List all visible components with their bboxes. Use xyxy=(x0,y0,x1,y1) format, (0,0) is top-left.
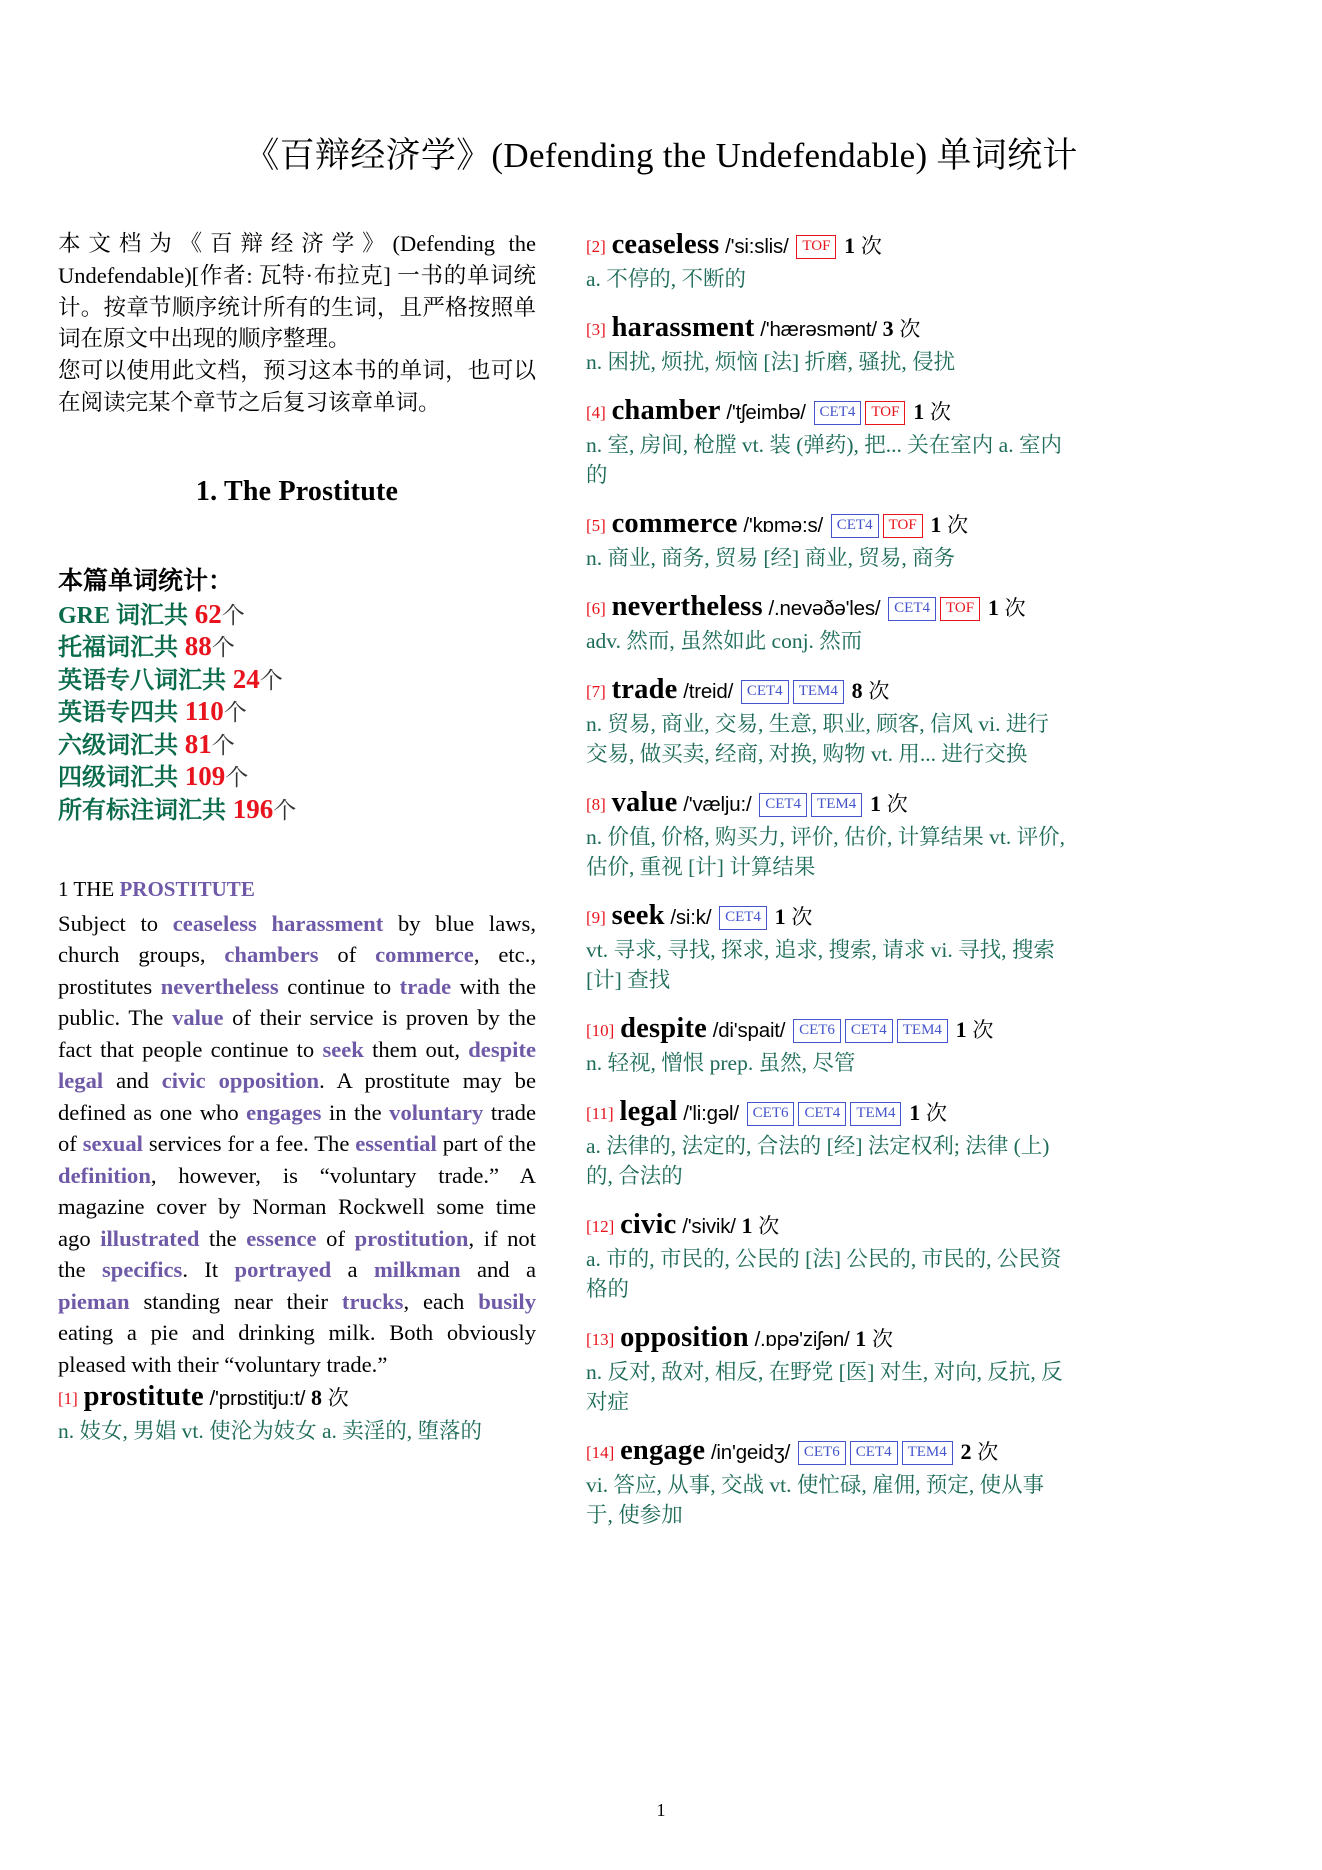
entry-word: seek xyxy=(611,900,665,931)
passage-text: them out, xyxy=(363,1036,469,1062)
source-passage xyxy=(58,874,536,1380)
stat-label: 英语专四共 xyxy=(58,700,178,727)
passage-highlight-word: definition xyxy=(58,1162,151,1188)
entry-count: 1 xyxy=(909,1100,921,1125)
stat-line xyxy=(58,599,536,632)
stats-title: 本篇单词统计： xyxy=(58,567,234,595)
page-title: 《百辩经济学》(Defending the Undefendable) 单词统计 xyxy=(244,136,1078,175)
passage-text: of xyxy=(318,942,376,968)
entry-count: 3 xyxy=(882,316,894,341)
entry-word: despite xyxy=(620,1013,707,1044)
passage-source-word: PROSTITUTE xyxy=(119,877,255,902)
stat-unit: 个 xyxy=(211,635,235,661)
stat-unit: 个 xyxy=(223,700,247,726)
passage-text: the xyxy=(199,1225,247,1251)
entry-pronunciation: /si:k/ xyxy=(670,906,712,929)
entry-tag-tof: TOF xyxy=(883,514,923,538)
passage-highlight-word: busily xyxy=(478,1288,537,1314)
entry-pronunciation: /.ɒpə'ziʃən/ xyxy=(754,1328,850,1351)
stat-label: GRE 词汇共 xyxy=(58,602,189,629)
passage-highlight-word: trucks xyxy=(341,1288,404,1314)
passage-highlight-word: voluntary xyxy=(389,1099,484,1125)
entry-index: [7] xyxy=(586,682,606,701)
entry-count-unit: 次 xyxy=(327,1386,349,1411)
entry-definition: vi. 答应, 从事, 交战 vt. 使忙碌, 雇佣, 预定, 使从事于, 使参加 xyxy=(586,1473,1045,1527)
entry-pronunciation: /'si:slis/ xyxy=(725,235,789,258)
entry-word: nevertheless xyxy=(611,591,763,622)
entry-tag-tem4: TEM4 xyxy=(902,1441,953,1465)
entry-definition: n. 反对, 敌对, 相反, 在野党 [医] 对生, 对向, 反抗, 反对症 xyxy=(586,1360,1063,1414)
entry-definition: a. 市的, 市民的, 公民的 [法] 公民的, 市民的, 公民资格的 xyxy=(586,1247,1062,1301)
passage-text: standing near their xyxy=(129,1288,342,1314)
entry-header xyxy=(58,1380,536,1415)
passage-text: , if not the xyxy=(58,1225,536,1283)
dictionary-entry xyxy=(586,590,1068,656)
passage-highlight-word: engages xyxy=(246,1099,322,1125)
stat-line xyxy=(58,794,536,827)
passage-text: . A prostitute may be defined as one who xyxy=(58,1068,537,1125)
intro-block xyxy=(58,228,536,419)
passage-highlight-word: illustrated xyxy=(100,1225,200,1251)
passage-text: part of the xyxy=(436,1131,536,1157)
entry-tag-cet4: CET4 xyxy=(719,906,767,930)
entry-header xyxy=(586,786,1068,821)
passage-highlight-word: essence xyxy=(246,1225,317,1251)
dictionary-entry xyxy=(586,1012,1068,1078)
entry-definition: n. 价值, 价格, 购买力, 评价, 估价, 计算结果 vt. 评价, 估价, 重视 [计] 计算结果 xyxy=(586,825,1065,879)
entry-count: 1 xyxy=(741,1213,753,1238)
right-column xyxy=(586,228,1068,1547)
entry-index: [2] xyxy=(586,237,606,256)
dictionary-entry xyxy=(586,507,1068,573)
entry-pronunciation: /'li:gəl/ xyxy=(683,1102,739,1125)
entry-header xyxy=(586,1321,1068,1356)
passage-text: . It xyxy=(182,1257,235,1283)
passage-highlight-word: specifics xyxy=(101,1257,183,1283)
intro-paragraph-2: 您可以使用此文档，预习这本书的单词，也可以在阅读完某个章节之后复习该章单词。 xyxy=(58,358,536,415)
entry-header xyxy=(586,673,1068,708)
entry-header xyxy=(586,1012,1068,1047)
entry-index: [4] xyxy=(586,403,606,422)
entry-word: civic xyxy=(620,1209,677,1240)
passage-text: a xyxy=(331,1257,374,1283)
entry-tag-cet4: CET4 xyxy=(759,793,807,817)
passage-text: services for a fee. The xyxy=(142,1131,356,1157)
passage-text: trade of xyxy=(58,1099,536,1157)
entry-word: trade xyxy=(611,674,678,705)
passage-text: of xyxy=(316,1225,355,1251)
entry-tag-cet4: CET4 xyxy=(888,597,936,621)
passage-highlight-word: chambers xyxy=(224,942,319,968)
entry-index: [8] xyxy=(586,795,606,814)
passage-highlight-word: trade xyxy=(399,973,452,999)
entry-index: [6] xyxy=(586,599,606,618)
entry-count: 8 xyxy=(851,678,863,703)
page-number: 1 xyxy=(656,1800,666,1820)
entry-index: [14] xyxy=(586,1443,615,1462)
entry-index: [10] xyxy=(586,1021,615,1040)
entry-count: 1 xyxy=(987,595,999,620)
entry-count-unit: 次 xyxy=(1004,596,1026,620)
dictionary-entry xyxy=(586,228,1068,294)
entry-count-unit: 次 xyxy=(972,1018,994,1042)
passage-text: , etc., prostitutes xyxy=(58,942,536,999)
stat-value: 88 xyxy=(178,631,212,662)
entries-right-list xyxy=(586,228,1068,1530)
entry-count-unit: 次 xyxy=(929,400,951,424)
entry-count-unit: 次 xyxy=(947,513,969,537)
entry-count-unit: 次 xyxy=(791,905,813,929)
dictionary-entry xyxy=(586,1434,1068,1530)
entry-count: 1 xyxy=(930,512,942,537)
entry-index: [13] xyxy=(586,1330,615,1349)
dictionary-entry xyxy=(586,899,1068,995)
dictionary-entry xyxy=(586,1321,1068,1417)
stat-value: 81 xyxy=(178,728,212,759)
entry-index: [11] xyxy=(586,1104,614,1123)
stat-label: 所有标注词汇共 xyxy=(58,797,226,824)
entry-word: chamber xyxy=(611,395,721,426)
stat-value: 110 xyxy=(178,696,224,727)
entry-index: [5] xyxy=(586,516,606,535)
entry-header xyxy=(586,899,1068,934)
entry-index: [1] xyxy=(58,1389,78,1409)
entry-tag-tem4: TEM4 xyxy=(850,1102,901,1126)
stat-label: 托福词汇共 xyxy=(58,635,178,662)
entry-word: commerce xyxy=(611,508,738,539)
entry-count-unit: 次 xyxy=(886,792,908,816)
entry-count: 2 xyxy=(960,1439,972,1464)
stats-list xyxy=(58,599,536,827)
stat-unit: 个 xyxy=(221,602,245,628)
entry-pronunciation: /.nevəðə'les/ xyxy=(768,597,881,620)
entry-tag-tof: TOF xyxy=(865,401,905,425)
entry-count: 8 xyxy=(310,1385,322,1411)
passage-text: in the xyxy=(321,1099,390,1125)
entry-header xyxy=(586,1095,1068,1130)
stat-line xyxy=(58,631,536,664)
passage-highlight-word: nevertheless xyxy=(160,973,279,999)
passage-text: , however, is “voluntary trade.” A magazine cover by Norman Rockwell some time ago xyxy=(58,1162,536,1251)
entry-definition: a. 不停的, 不断的 xyxy=(586,267,747,291)
entry-count-unit: 次 xyxy=(925,1101,947,1125)
entry-header xyxy=(586,507,1068,542)
entry-definition: n. 室, 房间, 枪膛 vt. 装 (弹药), 把... 关在室内 a. 室内的 xyxy=(586,433,1062,487)
entry-tag-cet4: CET4 xyxy=(850,1441,898,1465)
entry-count-unit: 次 xyxy=(977,1440,999,1464)
entry-definition: adv. 然而, 虽然如此 conj. 然而 xyxy=(586,629,863,653)
stat-label: 六级词汇共 xyxy=(58,732,178,759)
entry-tag-cet4: CET4 xyxy=(831,514,879,538)
passage-highlight-word: prostitution xyxy=(354,1225,469,1251)
passage-highlight-word: sexual xyxy=(82,1131,143,1157)
chapter-heading: 1. The Prostitute xyxy=(195,475,399,507)
entry-tag-tem4: TEM4 xyxy=(811,793,862,817)
entry-count: 1 xyxy=(844,233,856,258)
entry-tag-cet4: CET4 xyxy=(798,1102,846,1126)
entry-pronunciation: /'prɒstitju:t/ xyxy=(209,1387,306,1411)
dictionary-entry xyxy=(586,394,1068,490)
passage-highlight-word: essential xyxy=(355,1131,437,1157)
entry-count: 1 xyxy=(774,904,786,929)
stat-value: 109 xyxy=(178,761,226,792)
passage-highlight-word: civic opposition xyxy=(161,1068,320,1094)
dictionary-entry xyxy=(58,1380,536,1446)
entry-definition: vt. 寻求, 寻找, 探求, 追求, 搜索, 请求 vi. 寻找, 搜索 [计] 查找 xyxy=(586,938,1055,992)
entry-tag-cet4: CET4 xyxy=(741,680,789,704)
stat-unit: 个 xyxy=(259,667,283,693)
entry-definition: n. 妓女, 男娼 vt. 使沦为妓女 a. 卖淫的, 堕落的 xyxy=(58,1419,483,1444)
stat-line xyxy=(58,696,536,729)
entry-header xyxy=(586,590,1068,625)
entry-count: 1 xyxy=(869,791,881,816)
passage-body xyxy=(58,908,536,1381)
entry-pronunciation: /'sivik/ xyxy=(682,1215,736,1238)
entry-pronunciation: /'kɒmə:s/ xyxy=(743,514,823,537)
entry-count: 1 xyxy=(913,399,925,424)
chapter-stats xyxy=(58,565,536,827)
dictionary-entry xyxy=(586,1095,1068,1191)
entry-count-unit: 次 xyxy=(758,1214,780,1238)
entry-count: 1 xyxy=(855,1326,867,1351)
passage-text: by blue laws, church groups, xyxy=(58,910,536,968)
stat-line xyxy=(58,729,536,762)
entry-pronunciation: /'hærəsmənt/ xyxy=(760,318,877,341)
entry-header xyxy=(586,1434,1068,1469)
dictionary-entry xyxy=(586,1208,1068,1304)
entry-tag-cet4: CET4 xyxy=(814,401,862,425)
passage-text: and xyxy=(103,1068,162,1094)
entry-definition: a. 法律的, 法定的, 合法的 [经] 法定权利; 法律 (上) 的, 合法的 xyxy=(586,1134,1050,1188)
entry-pronunciation: /treid/ xyxy=(683,680,734,703)
stat-value: 24 xyxy=(226,663,260,694)
entry-word: prostitute xyxy=(83,1381,204,1413)
entry-tag-tof: TOF xyxy=(796,235,836,259)
entry-index: [12] xyxy=(586,1217,615,1236)
entry-tag-cet6: CET6 xyxy=(798,1441,846,1465)
entry-header xyxy=(586,1208,1068,1243)
passage-text: continue to xyxy=(278,973,400,999)
dictionary-entry xyxy=(586,311,1068,377)
stat-unit: 个 xyxy=(225,765,249,791)
entry-tag-tem4: TEM4 xyxy=(897,1019,948,1043)
stat-label: 四级词汇共 xyxy=(58,765,178,792)
entry-tag-tem4: TEM4 xyxy=(793,680,844,704)
entry-index: [3] xyxy=(586,320,606,339)
entry-pronunciation: /'vælju:/ xyxy=(683,793,752,816)
stat-line xyxy=(58,761,536,794)
entries-left-list xyxy=(58,1380,536,1446)
dictionary-entry xyxy=(586,673,1068,769)
entry-word: legal xyxy=(619,1096,678,1127)
entry-header xyxy=(586,228,1068,263)
passage-highlight-word: commerce xyxy=(375,942,474,968)
passage-source-line xyxy=(58,874,536,906)
entry-definition: n. 贸易, 商业, 交易, 生意, 职业, 顾客, 信风 vi. 进行交易, 做买卖, 经商, 对换, 购物 vt. 用... 进行交换 xyxy=(586,712,1049,766)
stat-line xyxy=(58,664,536,697)
passage-text: and a xyxy=(460,1257,537,1283)
entry-count: 1 xyxy=(955,1017,967,1042)
passage-text: of their service is proven by the fact that people continue to xyxy=(58,1005,536,1062)
passage-highlight-word: value xyxy=(172,1005,224,1031)
entry-count-unit: 次 xyxy=(860,234,882,258)
entry-word: opposition xyxy=(620,1322,749,1353)
entry-pronunciation: /di'spait/ xyxy=(712,1019,786,1042)
entry-pronunciation: /'tʃeimbə/ xyxy=(726,401,806,424)
entry-tag-tof: TOF xyxy=(940,597,980,621)
entry-word: engage xyxy=(620,1435,706,1466)
entry-pronunciation: /in'geidʒ/ xyxy=(710,1441,791,1464)
entry-definition: n. 商业, 商务, 贸易 [经] 商业, 贸易, 商务 xyxy=(586,546,956,570)
passage-text: with the public. The xyxy=(58,973,536,1031)
left-column xyxy=(58,228,536,1463)
passage-highlight-word: seek xyxy=(322,1036,364,1062)
passage-highlight-word: portrayed xyxy=(234,1257,332,1283)
passage-source-prefix: 1 THE xyxy=(58,877,120,902)
entry-count-unit: 次 xyxy=(868,679,890,703)
entry-tag-cet6: CET6 xyxy=(747,1102,795,1126)
entry-definition: n. 困扰, 烦扰, 烦恼 [法] 折磨, 骚扰, 侵扰 xyxy=(586,350,956,374)
passage-text: , each xyxy=(403,1288,479,1314)
entry-header xyxy=(586,311,1068,346)
intro-paragraph-1: 本文档为《百辩经济学》(Defending the Undefendable)[作者: 瓦特·布拉克] 一书的单词统计。按章节顺序统计所有的生词，且严格按照单词在原文中出现的顺序整理。 xyxy=(58,231,536,352)
entry-count-unit: 次 xyxy=(899,317,921,341)
stat-unit: 个 xyxy=(211,732,235,758)
entry-index: [9] xyxy=(586,908,606,927)
stat-unit: 个 xyxy=(273,797,297,823)
dictionary-entry xyxy=(586,786,1068,882)
passage-highlight-word: ceaseless harassment xyxy=(172,910,384,936)
entry-tag-cet6: CET6 xyxy=(793,1019,841,1043)
stat-value: 196 xyxy=(226,793,274,824)
passage-highlight-word: despite legal xyxy=(58,1036,536,1094)
passage-highlight-word: pieman xyxy=(58,1288,130,1314)
stat-label: 英语专八词汇共 xyxy=(58,667,226,694)
entry-count-unit: 次 xyxy=(872,1327,894,1351)
passage-text: Subject to xyxy=(58,910,173,936)
entry-definition: n. 轻视, 憎恨 prep. 虽然, 尽管 xyxy=(586,1051,856,1075)
passage-text: eating a pie and drinking milk. Both obviously pleased with their “voluntary trade.” xyxy=(58,1320,536,1377)
entry-tag-cet4: CET4 xyxy=(845,1019,893,1043)
passage-highlight-word: milkman xyxy=(373,1257,461,1283)
entry-header xyxy=(586,394,1068,429)
entry-word: ceaseless xyxy=(611,229,720,260)
entry-word: harassment xyxy=(611,312,755,343)
entry-word: value xyxy=(611,787,678,818)
stat-value: 62 xyxy=(188,598,222,629)
